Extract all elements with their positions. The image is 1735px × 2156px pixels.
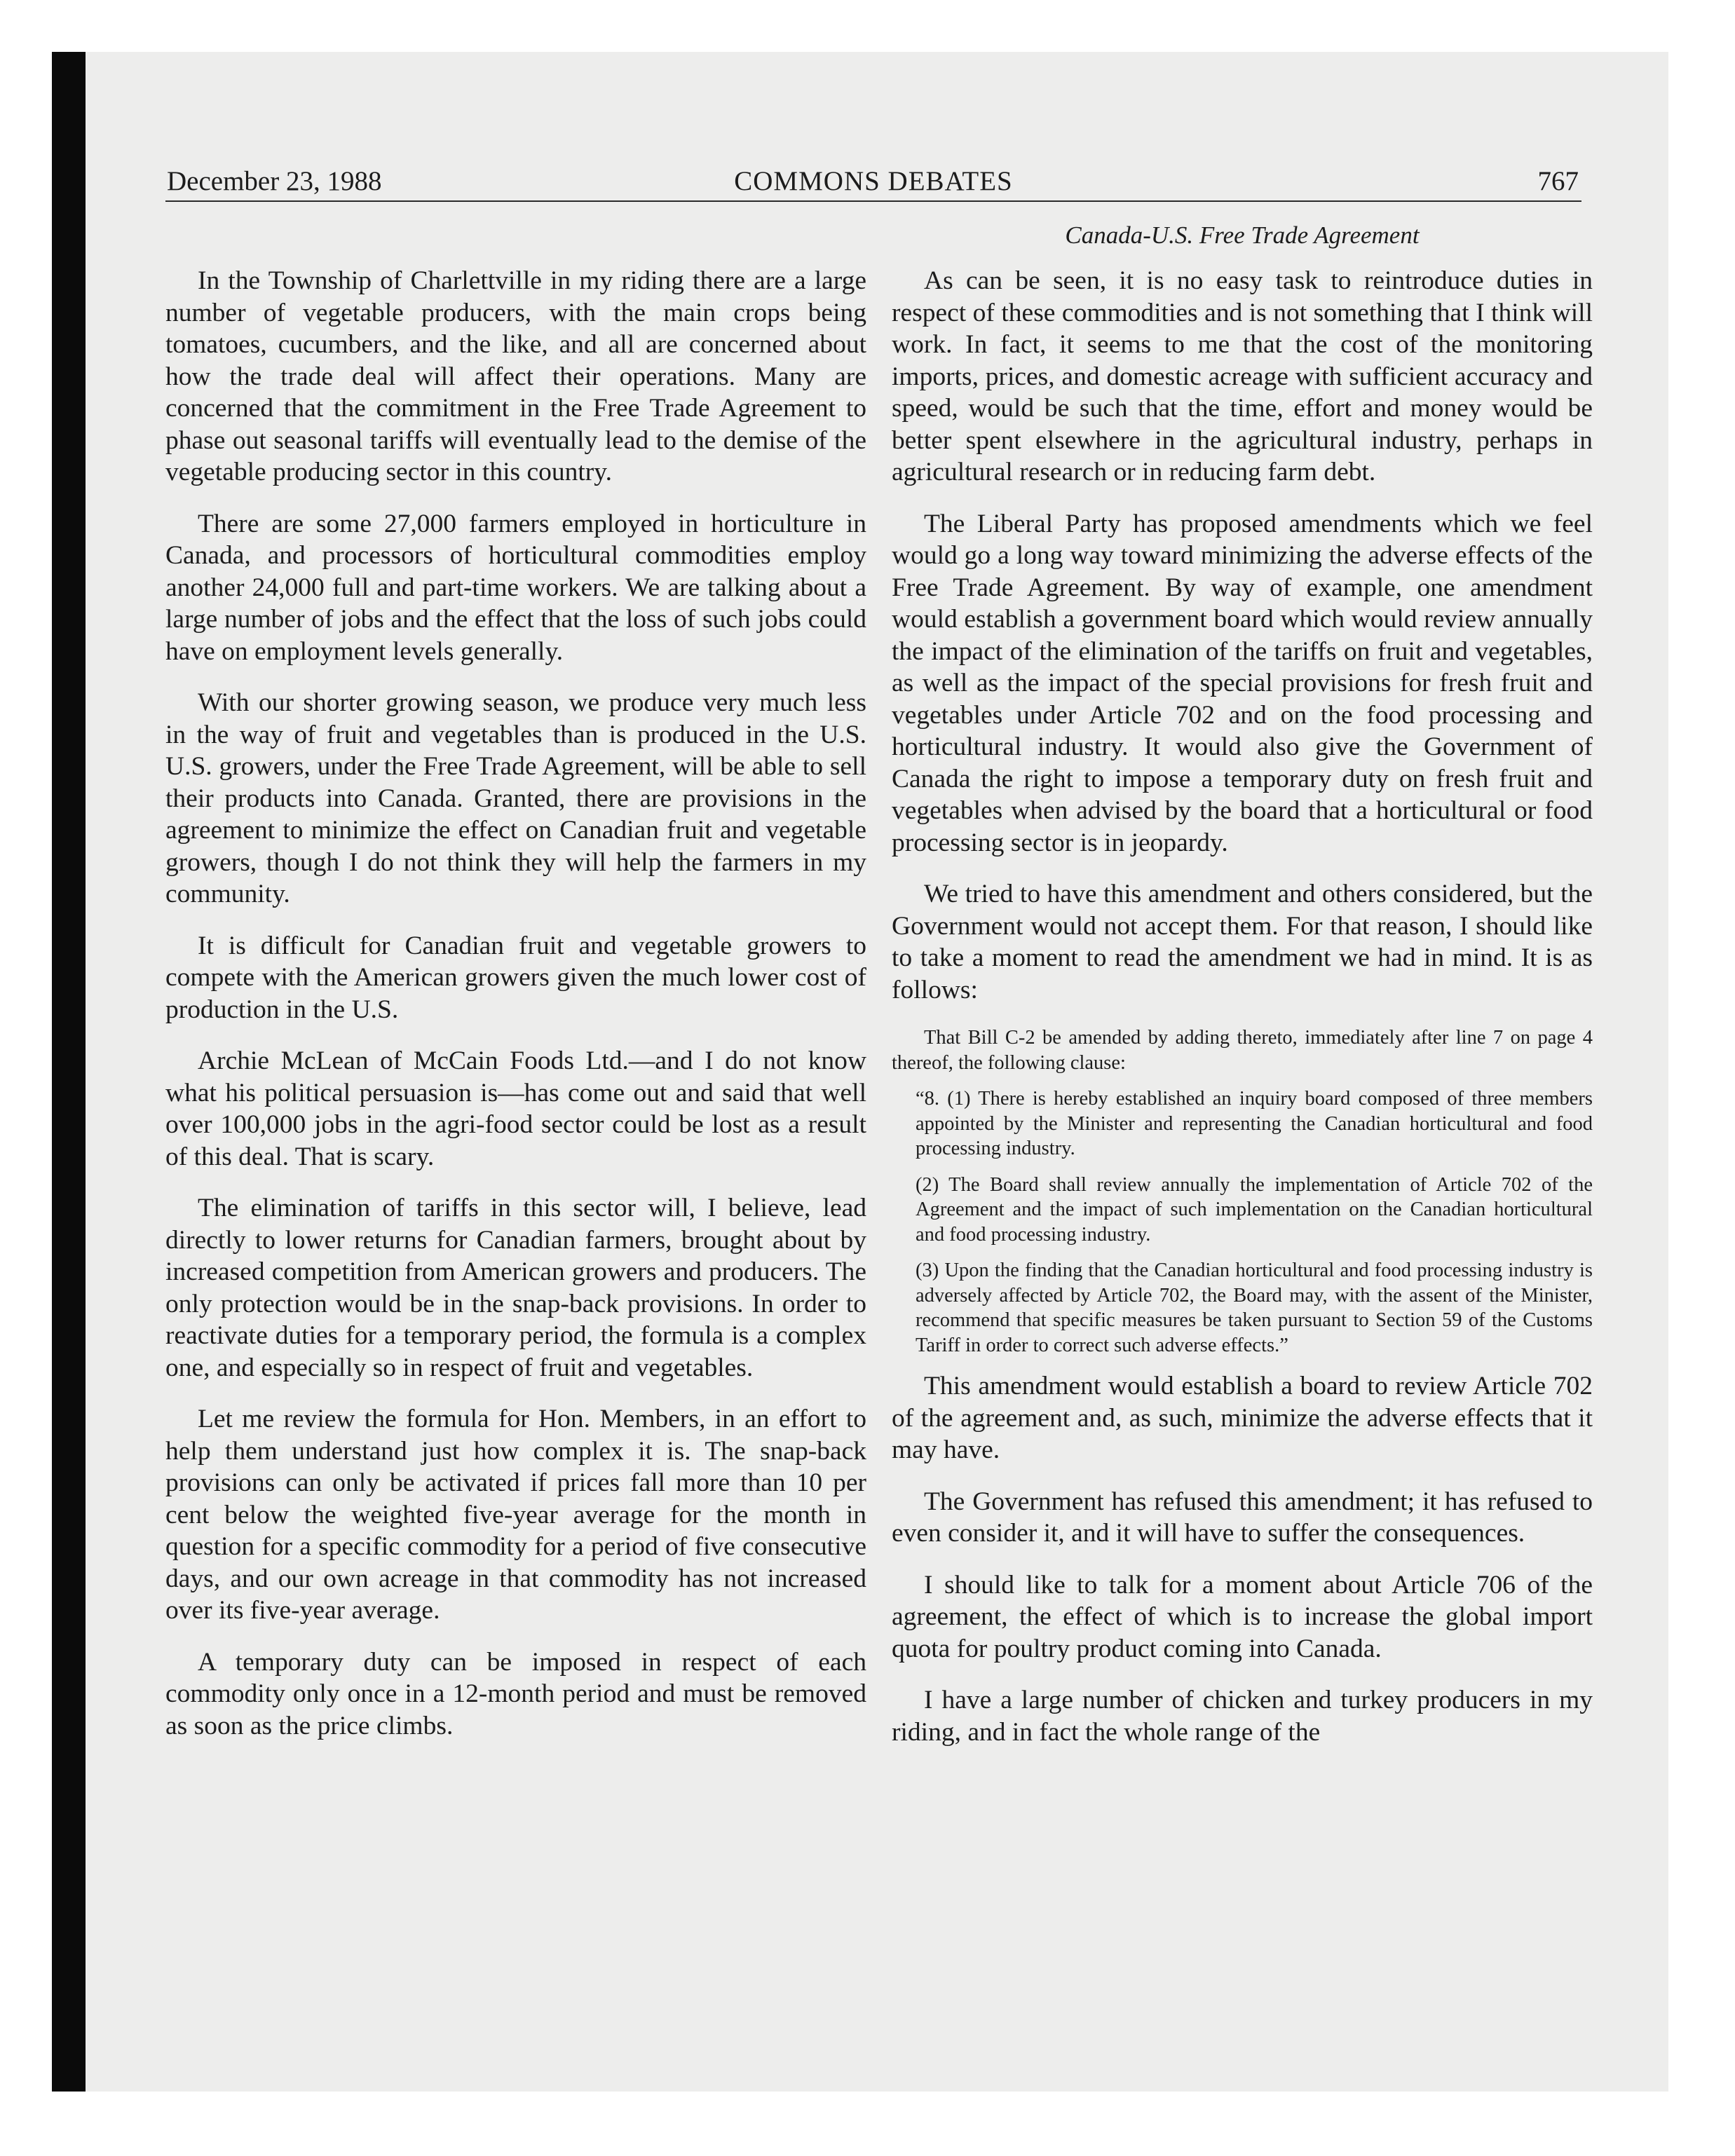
right-column (892, 220, 1593, 1768)
amendment-clause: “8. (1) There is hereby established an inquiry board composed of three members appointed by the Minister and representing the Canadian horticultural and food processing industry. (916, 1088, 1593, 1159)
paragraph: I have a large number of chicken and turkey producers in my riding, and in fact the whole range of the (892, 1686, 1593, 1747)
paragraph: A temporary duty can be imposed in respect of each commodity only once in a 12-month period and must be removed as soon as the price climbs. (165, 1647, 866, 1740)
paragraph: This amendment would establish a board to review Article 702 of the agreement and, as such, minimize the adverse effects that it may have. (892, 1372, 1593, 1464)
amendment-quote (892, 1025, 1593, 1358)
paragraph: The Liberal Party has proposed amendments which we feel would go a long way toward minimizing the adverse effects of the Free Trade Agreement. By way of example, one amendment would establish a government board which would review annually the impact of the elimination of the tariffs on fruit and vegetables, as well as the impact of the special provisions for fresh fruit and vegetables under Article 702 and on the food processing and horticultural industry. It would also give the Government of Canada the right to impose a temporary duty on fresh fruit and vegetables when advised by the board that a horticultural or food processing sector is in jeopardy. (892, 509, 1593, 857)
paragraph: As can be seen, it is no easy task to reintroduce duties in respect of these commodities and is not something that I think will work. In fact, it seems to me that the cost of the monitoring imports, prices, and domestic acreage with sufficient accuracy and speed, would be such that the time, effort and money would be better spent elsewhere in the agricultural industry, perhaps in agricultural research or in reducing farm debt. (892, 266, 1593, 486)
paragraph: In the Township of Charlettville in my riding there are a large number of vegetable producers, with the main crops being tomatoes, cucumbers, and the like, and all are concerned about how the trade deal will affect their operations. Many are concerned that the commitment in the Free Trade Agreement to phase out seasonal tariffs will eventually lead to the demise of the vegetable producing sector in this country. (165, 266, 866, 486)
scan-binding-edge (52, 52, 86, 2092)
running-head: Canada-U.S. Free Trade Agreement (1065, 221, 1420, 249)
paragraph: We tried to have this amendment and others considered, but the Government would not accept them. For that reason, I should like to take a moment to read the amendment we had in mind. It is as follows: (892, 880, 1593, 1004)
header-page-number: 767 (1537, 166, 1579, 196)
header-publication-title: COMMONS DEBATES (734, 166, 1013, 196)
left-column (165, 265, 866, 1761)
amendment-clause: (2) The Board shall review annually the implementation of Article 702 of the Agreement and the impact of such implementation on the Canadian horticultural and food processing industry. (916, 1173, 1593, 1246)
page-header (165, 165, 1581, 202)
amendment-intro: That Bill C-2 be amended by adding thereto, immediately after line 7 on page 4 thereof, the following clause: (892, 1027, 1593, 1074)
amendment-clause: (3) Upon the finding that the Canadian horticultural and food processing industry is adversely affected by Article 702, the Board may, with the assent of the Minister, recommend that specific measures be taken pursuant to Section 59 of the Customs Tariff in order to correct such adverse effects.” (916, 1260, 1593, 1356)
paragraph: It is difficult for Canadian fruit and vegetable growers to compete with the American growers given the much lower cost of production in the U.S. (165, 931, 866, 1024)
header-date: December 23, 1988 (167, 166, 382, 196)
paragraph: There are some 27,000 farmers employed in horticulture in Canada, and processors of horticultural commodities employ another 24,000 full and part-time workers. We are talking about a large number of jobs and the effect that the loss of such jobs could have on employment levels generally. (165, 509, 866, 666)
paragraph: The elimination of tariffs in this sector will, I believe, lead directly to lower returns for Canadian farmers, brought about by increased competition from American growers and producers. The only protection would be in the snap-back provisions. In order to reactivate duties for a temporary period, the formula is a complex one, and especially so in respect of fruit and vegetables. (165, 1194, 866, 1382)
paragraph: The Government has refused this amendment; it has refused to even consider it, and it will have to suffer the consequences. (892, 1487, 1593, 1548)
paragraph: Let me review the formula for Hon. Members, in an effort to help them understand just how complex it is. The snap-back provisions can only be activated if prices fall more than 10 per cent below the weighted five-year average for the month in question for a specific commodity for a period of five consecutive days, and our own acreage in that commodity has not increased over its five-year average. (165, 1405, 866, 1625)
paragraph: With our shorter growing season, we produce very much less in the way of fruit and vegetables than is produced in the U.S. U.S. growers, under the Free Trade Agreement, will be able to sell their products into Canada. Granted, there are provisions in the agreement to minimize the effect on Canadian fruit and vegetable growers, though I do not think they will help the farmers in my community. (165, 688, 866, 908)
paragraph: I should like to talk for a moment about Article 706 of the agreement, the effect of which is to increase the global import quota for poultry product coming into Canada. (892, 1570, 1593, 1663)
paragraph: Archie McLean of McCain Foods Ltd.—and I do not know what his political persuasion is—has come out and said that well over 100,000 jobs in the agri-food sector could be lost as a result of this deal. That is scary. (165, 1046, 866, 1171)
